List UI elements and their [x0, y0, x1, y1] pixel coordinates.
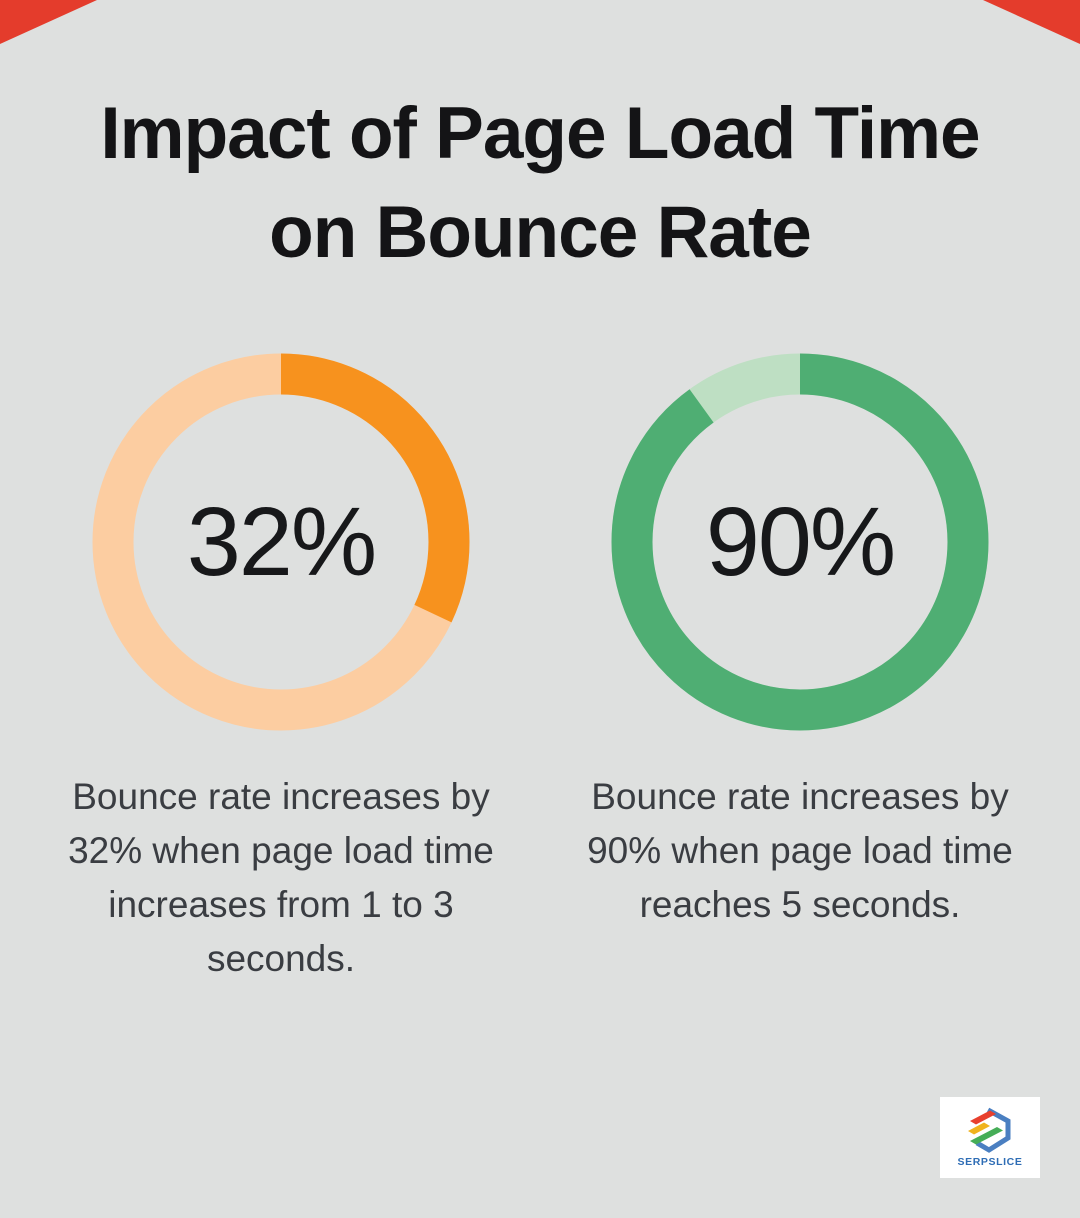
- caption-line: 90% when page load time: [587, 830, 1013, 871]
- caption-line: Bounce rate increases by: [72, 776, 490, 817]
- caption-line: 32% when page load time: [68, 830, 494, 871]
- donut-value-label: 32%: [186, 487, 376, 596]
- corner-accent-top-left: [0, 0, 97, 44]
- logo-slice-red: [970, 1111, 996, 1125]
- stat-caption-90: [550, 770, 1050, 932]
- corner-accent-top-right: [983, 0, 1080, 44]
- caption-line: increases from 1 to 3: [108, 884, 454, 925]
- donut-chart-90: [610, 352, 990, 732]
- caption-line: Bounce rate increases by: [591, 776, 1009, 817]
- stat-block-32: [31, 352, 531, 986]
- caption-line: reaches 5 seconds.: [639, 884, 961, 925]
- stat-block-90: [550, 352, 1050, 932]
- stat-caption-32: [31, 770, 531, 986]
- title-line-1: Impact of Page Load Time: [100, 93, 980, 174]
- title-line-2: on Bounce Rate: [269, 192, 811, 273]
- donut-chart-32: [91, 352, 471, 732]
- caption-line: seconds.: [206, 938, 356, 979]
- brand-logo-card: [940, 1097, 1040, 1178]
- serpslice-logo-icon: [963, 1107, 1017, 1153]
- donut-value-label: 90%: [705, 487, 895, 596]
- page-title: [0, 84, 1080, 282]
- brand-name: SERPSLICE: [957, 1156, 1023, 1168]
